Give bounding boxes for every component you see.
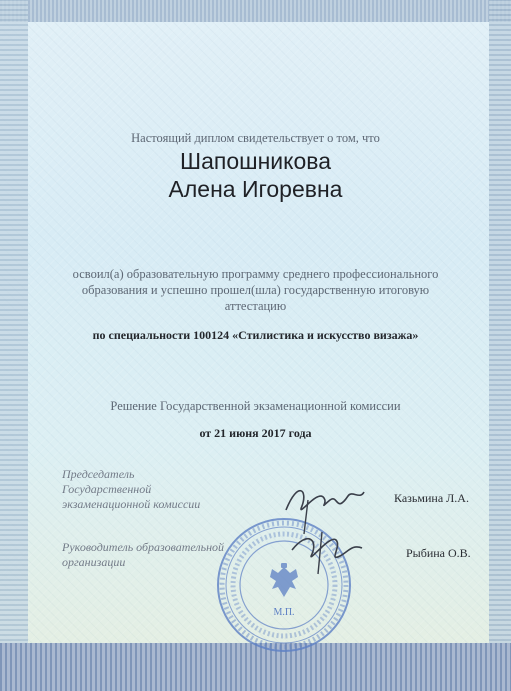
chair-label-line: Государственной	[62, 482, 152, 496]
head-label	[62, 540, 224, 570]
program-line: образования и успешно прошел(шла) государственную итоговую	[81, 283, 430, 297]
guilloche-border-top	[0, 0, 511, 22]
program-statement	[40, 266, 471, 314]
graduate-given-names: Алена Игоревна	[168, 176, 343, 202]
intro-text: Настоящий диплом свидетельствует о том, что	[131, 131, 380, 145]
program-line: аттестацию	[224, 299, 287, 313]
guilloche-border-right	[489, 0, 511, 691]
guilloche-border-left	[0, 0, 28, 691]
head-name: Рыбина О.В.	[406, 546, 471, 560]
program-line: освоил(а) образовательную программу среднего профессионального	[72, 267, 439, 281]
head-label-line: организации	[62, 555, 126, 569]
commission-decision: Решение Государственной экзаменационной комиссии	[110, 399, 401, 413]
graduate-surname: Шапошникова	[180, 148, 331, 174]
signatures	[278, 470, 368, 580]
chair-label	[62, 467, 200, 512]
chair-label-line: экзаменационной комиссии	[62, 497, 201, 511]
head-label-line: Руководитель образовательной	[62, 540, 225, 554]
specialty-line: по специальности 100124 «Стилистика и искусство визажа»	[92, 328, 419, 342]
decision-date: от 21 июня 2017 года	[199, 426, 312, 440]
chair-label-line: Председатель	[62, 467, 135, 481]
seal-mark: М.П.	[273, 607, 295, 618]
chair-name: Казьмина Л.А.	[394, 491, 469, 505]
